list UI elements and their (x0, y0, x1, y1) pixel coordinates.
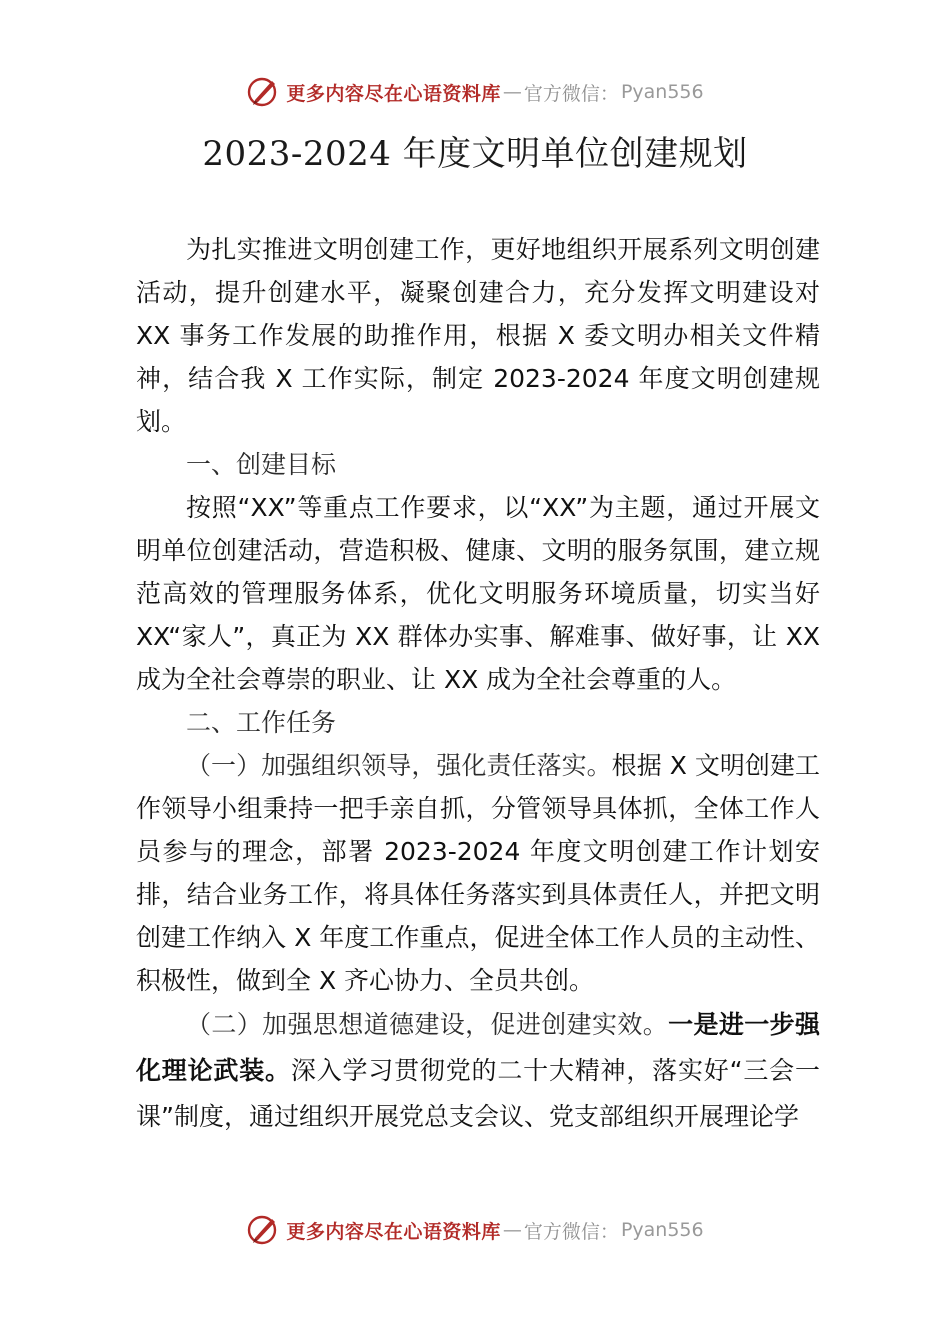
goal-paragraph: 按照“XX”等重点工作要求，以“XX”为主题，通过开展文明单位创建活动，营造积极、健康、文明的服务氛围，建立规范高效的管理服务体系，优化文明服务环境质量，切实当好XX“家人”，真正为 XX 群体办实事、解难事、做好事，让 XX成为全社会尊崇的职业、让 XX 成为全社会尊重的人。 (136, 493, 820, 694)
pen-logo-icon (246, 1213, 280, 1247)
task2-paragraph (136, 1002, 820, 1140)
task2-lead: （二）加强思想道德建设，促进创建实效。 (186, 1010, 669, 1039)
task2-body: 深入学习贯彻党的二十大精神，落实好“三会一课”制度，通过组织开展党总支会议、党支部组织开展理论学 (136, 1056, 820, 1131)
header-banner (0, 72, 950, 112)
footer-wechat-id: Pyan556 (620, 1219, 704, 1241)
footer-banner (0, 1210, 950, 1250)
task1-paragraph (136, 744, 820, 1002)
intro-paragraph: 为扎实推进文明创建工作，更好地组织开展系列文明创建活动，提升创建水平，凝聚创建合力，充分发挥文明建设对XX 事务工作发展的助推作用，根据 X 委文明办相关文件精神，结合我 X 工作实际，制定 2023-2024 年度文明创建规划。 (136, 235, 820, 436)
banner-wechat-id: Pyan556 (620, 81, 704, 103)
pen-logo-icon (246, 75, 280, 109)
footer-red-text: 更多内容尽在心语资料库 (286, 1220, 501, 1243)
task2-bold: 一是进一步强化理论武装。 (136, 1010, 820, 1085)
section-heading-2: 二、工作任务 (186, 708, 337, 737)
task1-lead: （一）加强组织领导，强化责任落实。 (186, 751, 612, 780)
banner-dash: — (502, 81, 522, 103)
section-heading-1: 一、创建目标 (186, 450, 337, 479)
banner-red-text: 更多内容尽在心语资料库 (286, 82, 501, 105)
footer-dash: — (502, 1219, 522, 1241)
task1-body: 根据 X 文明创建工作领导小组秉持一把手亲自抓，分管领导具体抓，全体工作人员参与的理念，部署 2023-2024 年度文明创建工作计划安排，结合业务工作，将具体任务落实到具体责任人，并把文明创建工作纳入 X 年度工作重点，促进全体工作人员的主动性、积极性，做到全 X 齐心协力、全员共创。 (136, 751, 820, 995)
document-body (136, 228, 820, 1140)
footer-gray-text: 官方微信： (523, 1220, 619, 1243)
banner-gray-text: 官方微信： (523, 82, 619, 105)
document-title: 2023-2024 年度文明单位创建规划 (202, 134, 748, 174)
